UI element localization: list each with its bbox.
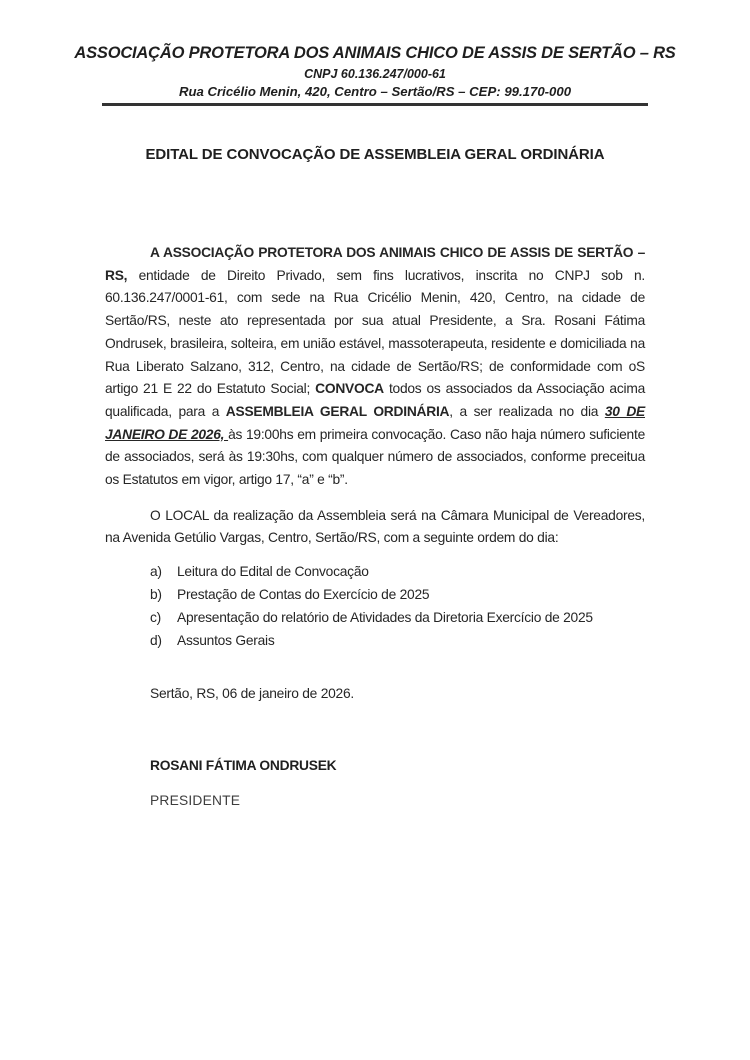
paragraph-convocation xyxy=(105,242,645,492)
org-name-run: A ASSOCIAÇÃO PROTETORA DOS ANIMAIS CHICO DE ASSIS DE SERTÃO – RS, xyxy=(105,245,645,283)
agenda-item xyxy=(150,583,645,606)
convoca-run: CONVOCA xyxy=(315,381,384,397)
signature-name: ROSANI FÁTIMA ONDRUSEK xyxy=(150,757,337,773)
body-run-4: às 19:00hs em primeira convocação. Caso não haja número suficiente de associados, será às 19:30hs, com qualquer número de associados, conforme preceitua os Estatutos em vigor, artigo 17, “a” e “b”. xyxy=(105,426,645,488)
org-name: ASSOCIAÇÃO PROTETORA DOS ANIMAIS CHICO DE ASSIS DE SERTÃO – RS xyxy=(74,44,676,62)
agenda-item-text: Leitura do Edital de Convocação xyxy=(177,564,369,580)
agenda-item xyxy=(150,560,645,583)
agenda-item xyxy=(150,629,645,652)
assembleia-run: ASSEMBLEIA GERAL ORDINÁRIA xyxy=(225,403,450,419)
date-place-line: Sertão, RS, 06 de janeiro de 2026. xyxy=(150,686,354,702)
agenda-list xyxy=(150,560,645,652)
agenda-item-text: Assuntos Gerais xyxy=(177,633,275,649)
agenda-item-text: Apresentação do relatório de Atividades da Diretoria Exercício de 2025 xyxy=(177,610,593,626)
agenda-item xyxy=(150,606,645,629)
document-body xyxy=(105,242,645,812)
agenda-item-text: Prestação de Contas do Exercício de 2025 xyxy=(177,587,430,603)
signature-role: PRESIDENTE xyxy=(150,792,241,808)
meeting-date-run: 30 DE JANEIRO DE 2026, xyxy=(105,403,645,442)
agenda-item-marker: b) xyxy=(150,587,162,603)
letterhead xyxy=(0,0,750,106)
paragraph-location: O LOCAL da realização da Assembleia será na Câmara Municipal de Vereadores, na Avenida Getúlio Vargas, Centro, Sertão/RS, com a seguinte ordem do dia: xyxy=(105,507,645,546)
org-address: Rua Cricélio Menin, 420, Centro – Sertão/RS – CEP: 99.170-000 xyxy=(178,84,572,99)
agenda-item-marker: d) xyxy=(150,633,162,649)
letterhead-divider xyxy=(102,103,648,106)
agenda-item-marker: a) xyxy=(150,564,162,580)
body-run-3: , a ser realizada no dia xyxy=(449,403,605,419)
agenda-item-marker: c) xyxy=(150,610,161,626)
org-cnpj: CNPJ 60.136.247/000-61 xyxy=(304,67,446,81)
body-run-1: entidade de Direito Privado, sem fins lucrativos, inscrita no CNPJ sob n. 60.136.247/0001-61, com sede na Rua Cricélio Menin, 420, Centro, na cidade de Sertão/RS, neste ato representada por sua atual Presidente, a Sra. Rosani Fátima Ondrusek, brasileira, solteira, em união estável, massoterapeuta, residente e domiciliada na Rua Liberato Salzano, 312, Centro, na cidade de Sertão/RS; de conformidade com oS artigo 21 E 22 do Estatuto Social; xyxy=(105,267,645,397)
body-run-2: todos os associados da Associação acima qualificada, para a xyxy=(105,381,645,419)
document-title: EDITAL DE CONVOCAÇÃO DE ASSEMBLEIA GERAL ORDINÁRIA xyxy=(145,146,605,163)
